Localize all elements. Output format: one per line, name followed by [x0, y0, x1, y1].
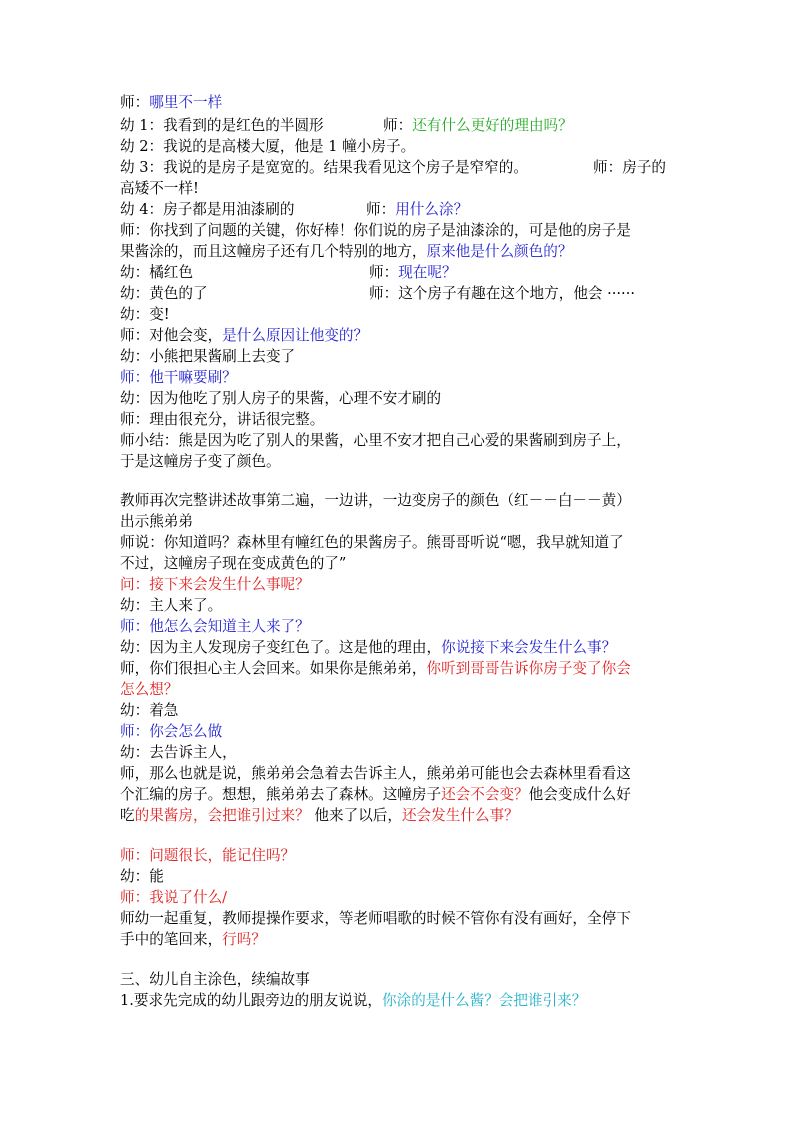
text-segment: 幼：因为主人发现房子变红色了。这是他的理由，	[120, 639, 442, 656]
text-segment: 师：	[120, 847, 150, 864]
text-segment: 问题很长，能记住吗？	[149, 847, 296, 864]
line	[120, 930, 266, 950]
line	[120, 575, 310, 595]
text-segment: 幼：着急	[120, 702, 179, 719]
text-segment: 还会发生什么事？	[401, 807, 519, 824]
text-segment: 原来他是什么颜色的？	[426, 243, 573, 260]
line	[120, 991, 586, 1011]
text-segment: 师：房子的	[593, 159, 666, 176]
text-segment: 幼：黄色的了	[120, 285, 208, 302]
text-segment: 他会变成什么好	[528, 786, 631, 803]
text-segment: 你听到哥哥告诉你房子变了你会	[426, 660, 631, 677]
text-segment: 幼：因为他吃了别人房子的果酱，心理不安才刷的	[120, 390, 442, 407]
text-segment: 个汇编的房子。想想，熊弟弟去了森林。这幢房子	[120, 786, 442, 803]
text-segment: 师：	[120, 723, 150, 740]
line	[120, 512, 193, 532]
line	[120, 533, 624, 553]
text-segment: 是什么原因让他变的？	[222, 327, 369, 344]
text-segment: 怎么想？	[120, 681, 179, 698]
line	[120, 722, 222, 742]
text-segment: 的果酱房，会把谁引过来？	[134, 807, 310, 824]
text-segment: 师，你们很担心主人会回来。如果你是熊弟弟，	[120, 660, 427, 677]
line	[120, 221, 631, 241]
line	[120, 888, 227, 908]
line	[120, 389, 441, 409]
text-segment: 师幼一起重复，教师提操作要求，等老师唱歌的时候不管你有没有画好，全停下	[120, 910, 631, 927]
text-segment: 师：你找到了问题的关键，你好棒！你们说的房子是油漆涂的，可是他的房子是	[120, 222, 631, 239]
line	[120, 431, 631, 451]
text-segment: 1.要求先完成的幼儿跟旁边的朋友说说，	[120, 992, 383, 1009]
line	[369, 284, 635, 304]
line	[120, 93, 222, 113]
line	[120, 806, 519, 826]
text-segment: 师：	[120, 889, 150, 906]
text-segment: 师：	[366, 201, 396, 218]
text-segment: 出示熊弟弟	[120, 513, 193, 530]
line	[383, 116, 573, 136]
text-segment: 果酱涂的，而且这幢房子还有几个特别的地方，	[120, 243, 427, 260]
section-heading	[120, 970, 310, 990]
text-segment: 现在呢？	[398, 264, 457, 281]
text-segment: 师：这个房子有趣在这个地方，他会 ······	[369, 285, 635, 302]
line	[120, 596, 222, 616]
line	[120, 263, 193, 283]
line	[120, 242, 572, 262]
text-segment: 他来了以后，	[309, 807, 402, 824]
line	[120, 554, 346, 574]
line	[120, 410, 324, 430]
line	[120, 116, 324, 136]
line	[120, 785, 631, 805]
text-segment: 幼 1：我看到的是红色的半圆形	[120, 117, 324, 134]
line	[120, 659, 631, 679]
line	[120, 452, 281, 472]
text-segment: 吃	[120, 807, 135, 824]
line	[120, 326, 368, 346]
text-segment: 你会怎么做	[149, 723, 223, 740]
text-segment: 幼：变!	[120, 306, 170, 323]
line	[369, 263, 457, 283]
text-segment: 还会不会变？	[441, 786, 529, 803]
text-segment: 问：	[120, 576, 150, 593]
text-segment: 师：	[383, 117, 413, 134]
line	[120, 909, 631, 929]
text-segment: 师说：你知道吗？森林里有幢红色的果酱房子。熊哥哥听说“嗯，我早就知道了	[120, 534, 624, 551]
text-segment: 你涂的是什么酱？会把谁引来？	[382, 992, 587, 1009]
line	[120, 764, 631, 784]
text-segment: 幼：小熊把果酱刷上去变了	[120, 348, 296, 365]
line	[120, 638, 616, 658]
text-segment: 师，那么也就是说，熊弟弟会急着去告诉主人，熊弟弟可能也会去森林里看看这	[120, 765, 631, 782]
text-segment: 用什么涂？	[395, 201, 469, 218]
line	[120, 200, 294, 220]
line	[120, 867, 164, 887]
line	[120, 743, 237, 763]
line	[120, 284, 208, 304]
text-segment: 师：	[369, 264, 399, 281]
text-segment: 还有什么更好的理由吗？	[412, 117, 573, 134]
line	[120, 347, 295, 367]
text-segment: 师：对他会变，	[120, 327, 223, 344]
text-segment: 幼：主人来了。	[120, 597, 223, 614]
line	[593, 158, 666, 178]
line	[120, 846, 295, 866]
line	[120, 368, 237, 388]
text-segment: 师：	[120, 618, 150, 635]
text-segment: 你说接下来会发生什么事？	[441, 639, 617, 656]
text-segment: 师：	[120, 369, 150, 386]
text-segment: 我说了什么/	[149, 889, 228, 906]
text-segment: 于是这幢房子变了颜色。	[120, 453, 281, 470]
text-segment: 幼：橘红色	[120, 264, 193, 281]
line	[120, 305, 170, 325]
text-segment: 手中的笔回来，	[120, 931, 223, 948]
text-segment: 教师再次完整讲述故事第二遍，一边讲，一边变房子的颜色（红－－白－－黄）	[120, 492, 631, 509]
text-segment: 幼：去告诉主人，	[120, 744, 237, 761]
line	[120, 617, 310, 637]
text-segment: 幼 3：我说的是房子是宽宽的。结果我看见这个房子是窄窄的。	[120, 159, 528, 176]
text-segment: 哪里不一样	[149, 94, 223, 111]
text-segment: 他干嘛要刷？	[149, 369, 237, 386]
line	[120, 680, 178, 700]
text-segment: 行吗？	[222, 931, 266, 948]
text-segment: 不过，这幢房子现在变成黄色的了”	[120, 555, 347, 572]
text-segment: 幼：能	[120, 868, 164, 885]
text-segment: 接下来会发生什么事呢？	[149, 576, 310, 593]
text-segment: 师：	[120, 94, 150, 111]
text-segment: 三、幼儿自主涂色，续编故事	[120, 971, 310, 988]
text-segment: 高矮不一样!	[120, 180, 199, 197]
text-segment: 幼 4：房子都是用油漆刷的	[120, 201, 295, 218]
text-segment: 师：理由很充分，讲话很完整。	[120, 411, 325, 428]
line	[120, 491, 631, 511]
text-segment: 他怎么会知道主人来了？	[149, 618, 310, 635]
line	[120, 179, 199, 199]
text-segment: 幼 2：我说的是高楼大厦，他是 1 幢小房子。	[120, 138, 416, 155]
line	[366, 200, 468, 220]
line	[120, 158, 528, 178]
line	[120, 701, 178, 721]
text-segment: 师小结：熊是因为吃了别人的果酱，心里不安才把自己心爱的果酱刷到房子上，	[120, 432, 631, 449]
line	[120, 137, 415, 157]
